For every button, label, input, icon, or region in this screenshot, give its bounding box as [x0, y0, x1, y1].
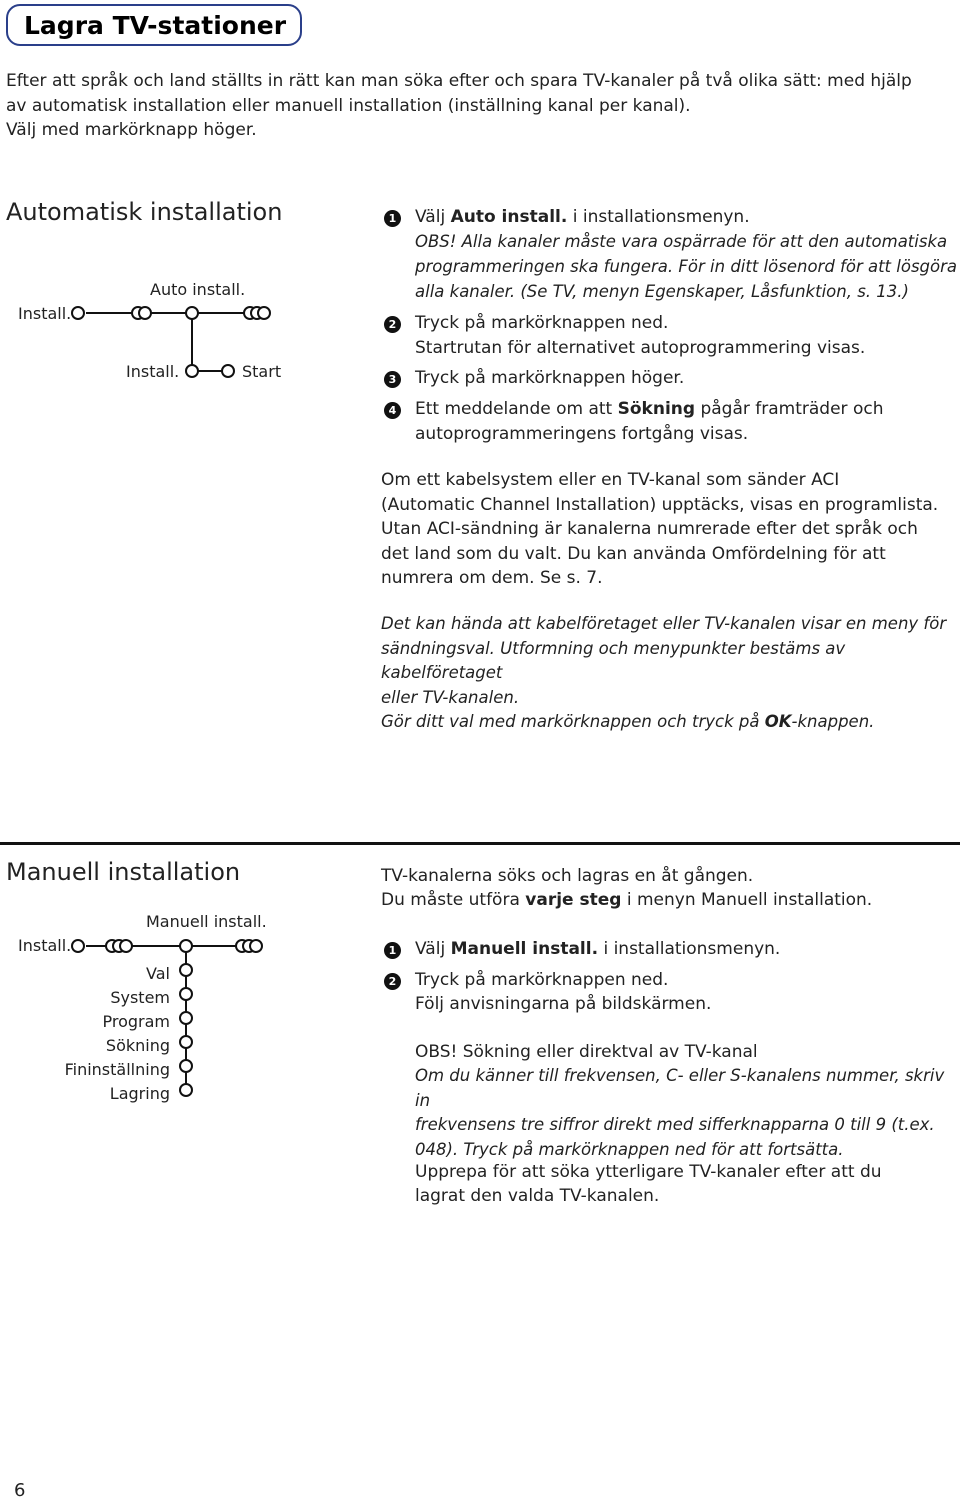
page-title-box: [6, 4, 302, 46]
auto-step-3: Tryck på markörknappen höger.: [415, 368, 685, 388]
manual-step-2: Tryck på markörknappen ned.: [415, 970, 669, 990]
diagram-label-manual-install: Manuell install.: [146, 912, 267, 931]
auto-obs-line: alla kanaler. (Se TV, menyn Egenskaper, Låsfunktion, s. 13.): [415, 282, 909, 301]
manual-step-2-sub: Följ anvisningarna på bildskärmen.: [415, 994, 712, 1014]
auto-step-4: Ett meddelande om att Sökning pågår framträder och: [415, 399, 884, 419]
diagram-item-program: Program: [102, 1012, 170, 1031]
manual-intro-2: Du måste utföra varje steg i menyn Manuell installation.: [381, 890, 873, 910]
diagram-item-sokning: Sökning: [105, 1036, 170, 1055]
step-number-1: 1: [384, 210, 401, 227]
diagram-label-install-sub: Install.: [126, 362, 180, 381]
manual-repeat-line: lagrat den valda TV-kanalen.: [415, 1186, 660, 1206]
node-icon: [72, 307, 84, 319]
auto-step-1: Välj Auto install. i installationsmenyn.: [415, 207, 750, 227]
section-divider: [0, 842, 960, 845]
manual-heading: Manuell installation: [6, 858, 241, 886]
auto-step-2: Tryck på markörknappen ned.: [415, 313, 669, 333]
diagram-item-fininstallning: Fininställning: [64, 1060, 170, 1079]
intro-line: av automatisk installation eller manuell installation (inställning kanal per kanal).: [6, 95, 691, 116]
auto-obs-line: OBS! Alla kanaler måste vara ospärrade för att den automatiska: [415, 232, 948, 251]
auto-step-2-sub: Startrutan för alternativet autoprogrammering visas.: [415, 338, 866, 358]
manual-intro-1: TV-kanalerna söks och lagras en åt gången.: [381, 866, 754, 886]
page-number: 6: [14, 1480, 26, 1501]
manual-step-1: Välj Manuell install. i installationsmenyn.: [415, 939, 781, 959]
diagram-label-start: Start: [242, 362, 282, 381]
diagram-label-install: Install.: [18, 304, 72, 323]
diagram-item-system: System: [110, 988, 170, 1007]
diagram-item-lagring: Lagring: [109, 1084, 170, 1103]
auto-obs-line: programmeringen ska fungera. För in ditt lösenord för att lösgöra: [415, 257, 958, 276]
step-number-2: 2: [384, 973, 401, 990]
step-number-3: 3: [384, 371, 401, 388]
manual-obs-title: OBS! Sökning eller direktval av TV-kanal: [415, 1042, 758, 1062]
intro-paragraph: [6, 69, 956, 143]
manual-obs-body: Om du känner till frekvensen, C- eller S-kanalens nummer, skriv in frekvensens tre siffror direkt med sifferknapparna 0 till 9 (t.ex. 048). Tryck på markörknappen ned för att fortsätta.: [415, 1066, 945, 1159]
diagram-item-val: Val: [146, 964, 170, 983]
cable-paragraph: Det kan hända att kabelföretaget eller TV-kanalen visar en meny för sändningsval. Utformning och menypunkter bestäms av kabelföretaget eller TV-kanalen. Gör ditt val med markörknappen och tryck på OK-knappen.: [381, 614, 947, 731]
manual-repeat-line: Upprepa för att söka ytterligare TV-kanaler efter att du: [415, 1162, 882, 1182]
auto-heading: Automatisk installation: [6, 198, 283, 226]
ok-key-label: OK: [764, 712, 792, 731]
diagram-label-auto-install: Auto install.: [150, 280, 246, 299]
page-title: Lagra TV-stationer: [24, 11, 287, 40]
step-number-1: 1: [384, 942, 401, 959]
intro-line: Efter att språk och land ställts in rätt kan man söka efter och spara TV-kanaler på två olika sätt: med hjälp: [6, 71, 912, 91]
step-number-4: 4: [384, 402, 401, 419]
diagram-label-install: Install.: [18, 936, 72, 955]
aci-paragraph: Om ett kabelsystem eller en TV-kanal som sänder ACI (Automatic Channel Installation) upptäcks, visas en programlista. Utan ACI-sändning är kanalerna numrerade efter det språk och det land som du valt. Du kan använda Omfördelning för att numrera om dem. Se s. 7.: [381, 470, 939, 588]
intro-line: Välj med markörknapp höger.: [6, 120, 257, 140]
auto-step-4-sub: autoprogrammeringens fortgång visas.: [415, 424, 749, 444]
step-number-2: 2: [384, 316, 401, 333]
